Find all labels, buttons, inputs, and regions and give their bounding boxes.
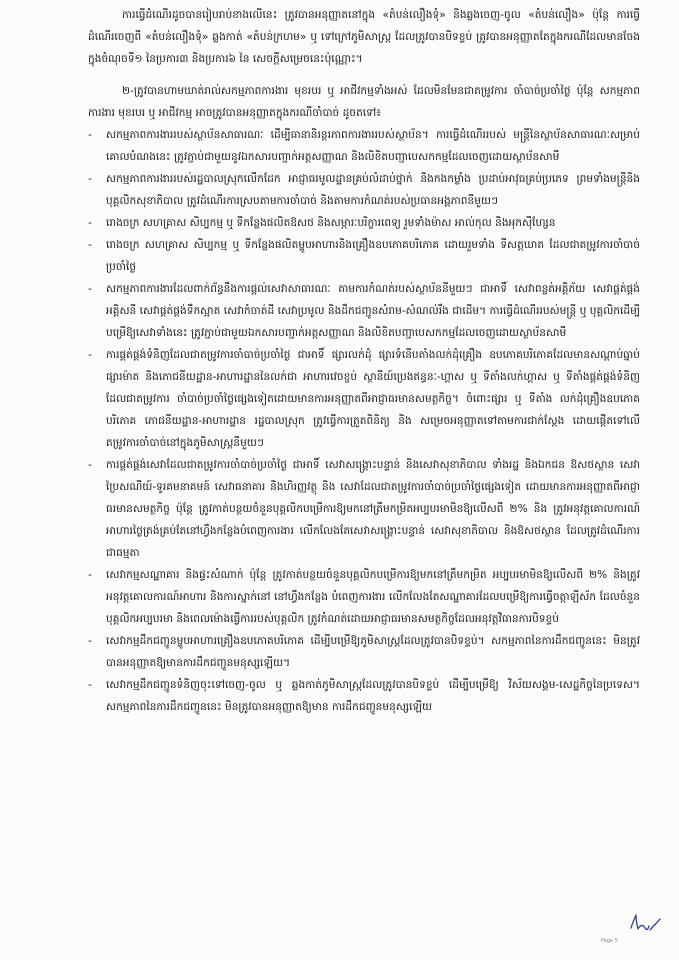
list-item [88,234,640,278]
list-item [88,212,640,234]
bullet-marker: - [88,217,92,229]
list-item [88,344,640,454]
permitted-activities-list [88,124,640,718]
bullet-marker: - [88,283,92,295]
list-item [88,630,640,674]
list-item-text: រោងចក្រ សហគ្រាស សិប្បកម្ម ឬ ទីកន្លែងផលិតម្ហូបអាហារនិងគ្រឿងឧបភោគបរិភោគ ដោយរួមទាំង ទីសត្តឃាត ដែលជាតម្រូវការចាំបាច់ប្រចាំថ្ងៃ [106,239,640,273]
signature-mark [628,912,662,934]
list-item-text: ការផ្គត់ផ្គង់សេវាដែលជាតម្រូវការចាំបាច់ប្រចាំថ្ងៃ ជាអាទិ៍ សេវាសង្គ្រោះបន្ទាន់ និងសេវាសុខាភិបាល ទាំងរដ្ឋ និងឯកជន ឱសថស្ថាន សេវាប្រៃសណីយ៍-ទូរគមនាគមន៍ សេវាធនាគារ និងហិរញ្ញវត្ថុ និង សេវាដែលជាតម្រូវការចាំបាច់ប្រចាំថ្ងៃផ្សេងទៀត ដោយមានការអនុញ្ញាតពីអាជ្ញាធរមានសមត្ថកិច្ច ប៉ុន្តែ ត្រូវកាត់បន្ថយចំនួនបុគ្គលិកបម្រើការឱ្យមកនៅត្រឹមកម្រិតអប្បបរមាមិនឱ្យលើសពី ២% និង ត្រូវអនុវត្តគោលការណ៍អាហារថ្ងៃត្រង់គ្រប់តែនៅហ្វឹងកន្លែងបំពេញការងារ លើកលែងតែសេវាសង្គ្រោះបន្ទាន់ សេវាសុខាភិបាល និងឱសថស្ថាន ដែលត្រូវដំណើរការជាធម្មតា [106,459,640,559]
bullet-marker: - [88,129,92,141]
list-item-text: សេវាកម្មសណ្ឋាគារ និងផ្ទះសំណាក់ ប៉ុន្តែ ត្រូវកាត់បន្ថយចំនួនបុគ្គលិកបម្រើការឱ្យមកនៅត្រឹមកម្រិត អប្បបរមាមិនឱ្យលើសពី ២% និងត្រូវអនុវត្តគោលការណ៍អាហារ និងការស្នាក់នៅ នៅហ្វឹងកន្លែង បំពេញការងារ លើកលែងតែសណ្ឋាគារដែលបម្រើឱ្យការធ្វើចត្តាឡីស័ក ដែលចំនួនបុគ្គលិកអប្បបរមា និងពេលម៉ោងធ្វើការរបស់បុគ្គលិក ត្រូវកំណត់ដោយអាជ្ញាធរមានសមត្ថកិច្ចដែលអនុវត្តវិធានការបិទខ្ទប់ [106,569,640,625]
list-item-text: សកម្មភាពការងារដែលពាក់ព័ន្ធនឹងការផ្តល់សេវាសាធារណៈ តាមការកំណត់របស់ស្ថាប័ននីមួយៗ ជាអាទិ៍ សេវាពន្លត់អគ្គិភ័យ សេវាផ្គត់ផ្គង់អគ្គិសនី សេវាផ្គត់ផ្គង់ទឹកស្អាត សេវាកំចាត់ដី សេវាប្រមូល និងដឹកជញ្ជូនសំរាម-សំណល់រឹង ជាដើម។ ការធ្វើដំណើររបស់មន្ត្រី ឬ បុគ្គលិកដើម្បីបម្រើឱ្យសេវាទាំងនេះ ត្រូវភ្ជាប់ជាមួយឯកសារបញ្ជាក់អត្តសញ្ញាណ និងលិខិតបញ្ជាបេសកកម្មដែលចេញដោយស្ថាប័នសាមី [106,283,640,339]
list-item [88,278,640,344]
bullet-marker: - [88,349,92,361]
list-item-text: សេវាកម្មដឹកជញ្ជូនម្ហូបអាហារគ្រឿងឧបភោគបរិភោគ ដើម្បីបម្រើឱ្យភូមិសាស្ត្រដែលត្រូវបានបិទខ្ទប់។ សកម្មភាពនៃការដឹកជញ្ជូននេះ មិនត្រូវបានអនុញ្ញាតឱ្យមានការដឹកជញ្ជូនមនុស្សឡើយ។ [106,635,640,669]
bullet-marker: - [88,569,92,581]
page-number: Page 5 [601,938,618,944]
list-item [88,454,640,564]
list-item [88,564,640,630]
list-item [88,124,640,168]
bullet-marker: - [88,679,92,691]
section-2-paragraph: ២-ត្រូវបានហាមឃាត់រាល់សកម្មភាពការងារ មុខរបរ ឬ អាជីវកម្មទាំងអស់ ដែលមិនមែនជាតម្រូវការ ចាំបាច់ប្រចាំថ្ងៃ ប៉ុន្តែ សកម្មភាពការងារ មុខរបរ ឬ អាជីវកម្ម អាចត្រូវបានអនុញ្ញាតក្នុងករណីចាំបាច់ ដូចតទៅ៖ [88,85,640,119]
list-item [88,168,640,212]
document-body [88,4,640,718]
bullet-marker: - [88,635,92,647]
list-item-text: សេវាកម្មដឹកជញ្ជូនទំនិញចុះទៅចេញ-ចូល ឬ ឆ្លងកាត់ភូមិសាស្ត្រដែលត្រូវបានបិទខ្ទប់ ដើម្បីបម្រើឱ្យ វិស័យសង្គម-សេដ្ឋកិច្ចនៃប្រទេស។ សកម្មភាពនៃការដឹកជញ្ជូននេះ មិនត្រូវបានអនុញ្ញាតឱ្យមាន ការដឹកជញ្ជូនមនុស្សឡើយ [106,679,640,713]
bullet-marker: - [88,173,92,185]
intro-paragraph: ការធ្វើដំណើរដូចបានរៀបរាប់ខាងលើនេះ ត្រូវបានអនុញ្ញាតនៅក្នុង «តំបន់លឿងទុំ» និងឆ្លងចេញ-ចូល «តំបន់លឿង» ប៉ុន្តែ ការធ្វើដំណើរចេញពី «តំបន់លឿងទុំ» ឆ្លងកាត់ «តំបន់ក្រហម» ឬ ទៅក្រៅភូមិសាស្ត្រ ដែលត្រូវបានបិទខ្ទប់ ត្រូវបានអនុញ្ញាតតែក្នុងករណីដែលមានចែងក្នុងចំណុចទី១ នៃប្រការ៣ និងប្រការ៦ នៃ សេចក្តីសម្រេចនេះប៉ុណ្ណោះ។ [88,9,640,65]
list-item-text: សកម្មភាពការងាររបស់រដ្ឋបាលស្រុកលើកដែក អាជ្ញាធរមូលដ្ឋានគ្រប់លំដាប់ថ្នាក់ និងកងកម្លាំង ប្រដាប់អាវុធគ្រប់ប្រភេទ ព្រមទាំងមន្ត្រីនិងបុគ្គលិកសុខាភិបាល ត្រូវដំណើរការស្របតាមការចាំបាច់ និងតាមការកំណត់របស់ប្រធានអង្គភាពនីមួយៗ [106,173,640,207]
list-item [88,674,640,718]
bullet-marker: - [88,459,92,471]
list-item-text: ការផ្គត់ផ្គង់ទំនិញដែលជាតម្រូវការចាំបាច់ប្រចាំថ្ងៃ ជាអាទិ៍ ផ្សារលក់ដុំ ផ្សារទំនើបតាំងលក់ដុំគ្រឿង ឧបភោគបរិភោគដែលមានសណ្តាប់ធ្នាប់ ផ្សារម៉ាត និងភោជនីយដ្ឋាន-អាហារដ្ឋាននៃលក់ជា អាហារវេចខ្ចប់ ស្ថានីយ៍ប្រេងឥន្ធនៈ-ហ្គាស ឬ ទីតាំងលក់ហ្គាស ឬ ទីតាំងផ្គត់ផ្គង់ទំនិញដែលជាតម្រូវការ ចាំបាច់ប្រចាំថ្ងៃផ្សេងទៀតដោយមានការអនុញ្ញាតពីអាជ្ញាធរមានសមត្ថកិច្ច។ ចំពោះផ្សារ ឬ ទីតាំង លក់ដុំគ្រឿងឧបភោគបរិភោគ ភោជនីយដ្ឋាន-អាហារដ្ឋាន រដ្ឋបាលស្រុក ត្រូវធ្វើការត្រួតពិនិត្យ និង សម្រេចអនុញ្ញាតទៅតាមការជាក់ស្តែង ដោយផ្តើតទៅលើតម្រូវការចាំបាច់នៅក្នុងភូមិសាស្ត្រនីមួយៗ [106,349,640,449]
list-item-text: រោងចក្រ សហគ្រាស សិប្បកម្ម ឬ ទីកន្លែងផលិតឱសថ និងសម្ភារៈបរិក្ខារពេទ្យ រួមទាំងម៉ាស អាល់កុល និងអុកស៊ីហ្សែន [106,217,556,229]
list-item-text: សកម្មភាពការងាររបស់ស្ថាប័នសាធារណៈ ដើម្បីធានានិរន្តរភាពការងាររបស់ស្ថាប័ន។ ការធ្វើដំណើររបស់ មន្ត្រីនៃស្ថាប័នសាធារណៈសម្រាប់គោលបំណងនេះ ត្រូវភ្ជាប់ជាមួយនូវឯកសារបញ្ជាក់អត្តសញ្ញាណ និងលិខិតបញ្ជាបេសកកម្មដែលចេញដោយស្ថាប័នសាមី [106,129,640,163]
bullet-marker: - [88,239,92,251]
